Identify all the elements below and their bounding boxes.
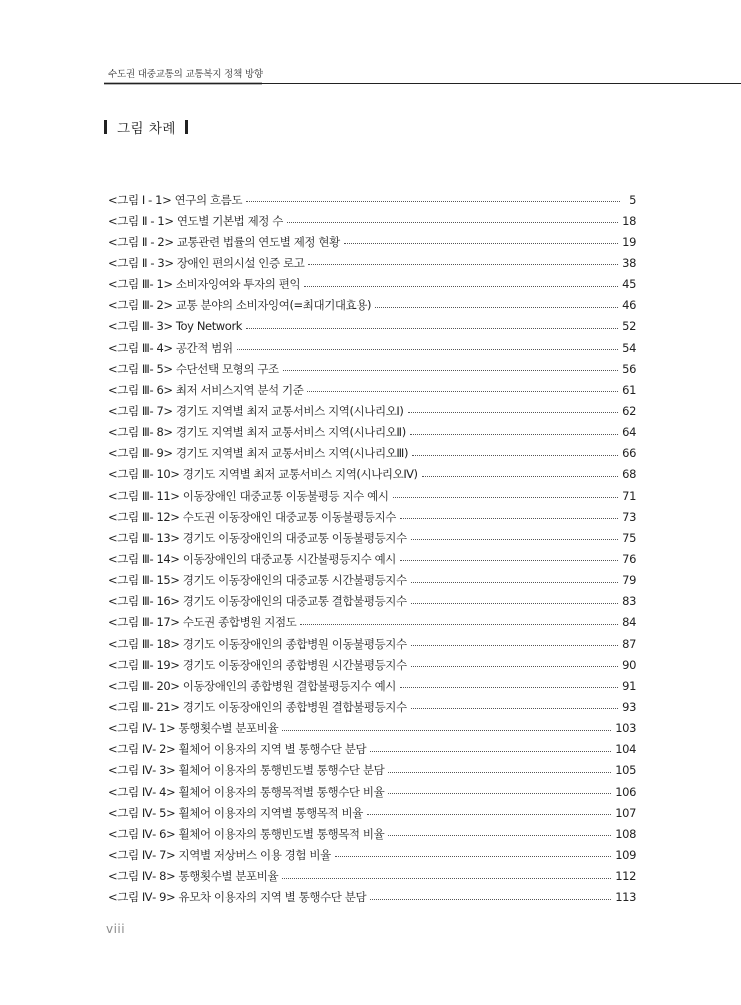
toc-entry[interactable] xyxy=(108,760,636,781)
toc-entry-page-number: 46 xyxy=(622,298,636,313)
toc-entry-page-number: 54 xyxy=(622,340,636,355)
toc-entry[interactable] xyxy=(108,802,636,823)
toc-dot-leader xyxy=(246,201,620,202)
toc-entry-page-number: 91 xyxy=(622,678,636,693)
toc-entry[interactable] xyxy=(108,443,636,464)
toc-entry-label: <그림 Ⅲ- 12> 수도권 이동장애인 대중교통 이동불평등지수 xyxy=(108,509,397,524)
toc-dot-leader xyxy=(237,349,619,350)
toc-dot-leader xyxy=(375,307,618,308)
toc-entry-page-number: 109 xyxy=(615,847,636,862)
section-title-text: 그림 차례 xyxy=(117,121,176,137)
toc-entry-page-number: 79 xyxy=(622,573,636,588)
toc-entry[interactable] xyxy=(108,887,636,908)
toc-entry-page-number: 19 xyxy=(622,234,636,249)
toc-dot-leader xyxy=(410,434,618,435)
toc-entry[interactable] xyxy=(108,570,636,591)
toc-entry-page-number: 103 xyxy=(615,721,636,736)
toc-dot-leader xyxy=(367,814,611,815)
toc-entry-label: <그림 Ⅳ- 8> 통행횟수별 분포비율 xyxy=(108,869,279,884)
toc-entry[interactable] xyxy=(108,844,636,865)
toc-entry-page-number: 52 xyxy=(622,319,636,334)
toc-entry-label: <그림 Ⅲ- 14> 이동장애인의 대중교통 시간불평등지수 예시 xyxy=(108,551,397,566)
toc-entry-label: <그림 Ⅲ- 19> 경기도 이동장애인의 종합병원 시간불평등지수 xyxy=(108,657,407,672)
toc-entry-label: <그림 Ⅲ- 9> 경기도 지역별 최저 교통서비스 지역(시나리오Ⅲ) xyxy=(108,446,409,461)
toc-dot-leader xyxy=(300,624,618,625)
toc-entry-label: <그림 Ⅲ- 13> 경기도 이동장애인의 대중교통 이동불평등지수 xyxy=(108,530,407,545)
toc-dot-leader xyxy=(412,455,618,456)
toc-entry-label: <그림 Ⅲ- 3> Toy Network xyxy=(108,319,243,334)
toc-entry-page-number: 64 xyxy=(622,425,636,440)
toc-entry[interactable] xyxy=(108,675,636,696)
toc-entry[interactable] xyxy=(108,231,636,252)
section-title xyxy=(104,118,188,136)
toc-entry-page-number: 75 xyxy=(622,530,636,545)
toc-entry-label: <그림 Ⅲ- 1> 소비자잉여와 투자의 편익 xyxy=(108,277,301,292)
toc-dot-leader xyxy=(282,730,611,731)
toc-entry-page-number: 84 xyxy=(622,615,636,630)
toc-entry-page-number: 38 xyxy=(622,255,636,270)
toc-dot-leader xyxy=(307,391,618,392)
toc-entry-page-number: 45 xyxy=(622,277,636,292)
toc-entry-label: <그림 Ⅳ- 7> 지역별 저상버스 이용 경험 비율 xyxy=(108,847,331,862)
toc-entry-label: <그림 Ⅳ- 5> 휠체어 이용자의 지역별 통행목적 비율 xyxy=(108,805,363,820)
title-bar-right xyxy=(185,120,188,134)
toc-dot-leader xyxy=(370,899,611,900)
toc-entry-page-number: 18 xyxy=(622,213,636,228)
toc-entry[interactable] xyxy=(108,866,636,887)
toc-entry[interactable] xyxy=(108,781,636,802)
toc-entry-label: <그림 Ⅲ- 2> 교통 분야의 소비자잉여(=최대기대효용) xyxy=(108,298,372,313)
toc-entry[interactable] xyxy=(108,485,636,506)
toc-entry-label: <그림 Ⅱ - 1> 연도별 기본법 제정 수 xyxy=(108,213,283,228)
toc-entry-label: <그림 Ⅰ - 1> 연구의 흐름도 xyxy=(108,192,243,207)
toc-dot-leader xyxy=(411,582,618,583)
toc-entry-label: <그림 Ⅳ- 1> 통행횟수별 분포비율 xyxy=(108,721,279,736)
toc-entry[interactable] xyxy=(108,464,636,485)
toc-entry[interactable] xyxy=(108,189,636,210)
toc-entry-label: <그림 Ⅲ- 5> 수단선택 모형의 구조 xyxy=(108,361,279,376)
toc-entry-page-number: 73 xyxy=(622,509,636,524)
toc-dot-leader xyxy=(388,793,611,794)
toc-entry[interactable] xyxy=(108,295,636,316)
toc-entry-label: <그림 Ⅱ - 3> 장애인 편의시설 인증 로고 xyxy=(108,255,305,270)
toc-dot-leader xyxy=(411,539,618,540)
toc-entry-label: <그림 Ⅳ- 2> 휠체어 이용자의 지역 별 통행수단 분담 xyxy=(108,742,367,757)
toc-entry[interactable] xyxy=(108,358,636,379)
toc-dot-leader xyxy=(422,476,619,477)
toc-entry[interactable] xyxy=(108,274,636,295)
toc-entry[interactable] xyxy=(108,591,636,612)
toc-entry-label: <그림 Ⅲ- 10> 경기도 지역별 최저 교통서비스 지역(시나리오Ⅳ) xyxy=(108,467,418,482)
toc-entry-label: <그림 Ⅳ- 6> 휠체어 이용자의 통행빈도별 통행목적 비율 xyxy=(108,826,385,841)
title-bar-left xyxy=(104,120,107,134)
toc-dot-leader xyxy=(282,878,611,879)
toc-entry[interactable] xyxy=(108,400,636,421)
toc-entry-label: <그림 Ⅱ - 2> 교통관련 법률의 연도별 제정 현황 xyxy=(108,234,340,249)
toc-entry-label: <그림 Ⅲ- 6> 최저 서비스지역 분석 기준 xyxy=(108,382,304,397)
page-folio: viii xyxy=(106,922,126,936)
toc-dot-leader xyxy=(400,687,618,688)
toc-entry-page-number: 108 xyxy=(615,826,636,841)
toc-entry[interactable] xyxy=(108,252,636,273)
toc-entry[interactable] xyxy=(108,210,636,231)
toc-entry[interactable] xyxy=(108,548,636,569)
toc-entry-label: <그림 Ⅳ- 4> 휠체어 이용자의 통행목적별 통행수단 비율 xyxy=(108,784,385,799)
toc-entry-label: <그림 Ⅲ- 20> 이동장애인의 종합병원 결합불평등지수 예시 xyxy=(108,678,397,693)
toc-entry-page-number: 68 xyxy=(622,467,636,482)
toc-dot-leader xyxy=(370,751,611,752)
toc-entry[interactable] xyxy=(108,654,636,675)
toc-dot-leader xyxy=(246,328,618,329)
toc-entry-page-number: 112 xyxy=(615,869,636,884)
toc-entry-page-number: 62 xyxy=(622,403,636,418)
toc-entry[interactable] xyxy=(108,316,636,337)
toc-entry[interactable] xyxy=(108,422,636,443)
toc-entry-page-number: 113 xyxy=(615,890,636,905)
toc-entry-label: <그림 Ⅲ- 8> 경기도 지역별 최저 교통서비스 지역(시나리오Ⅱ) xyxy=(108,425,406,440)
toc-dot-leader xyxy=(388,835,611,836)
toc-entry-page-number: 83 xyxy=(622,594,636,609)
toc-dot-leader xyxy=(411,666,618,667)
toc-entry-page-number: 76 xyxy=(622,551,636,566)
toc-dot-leader xyxy=(400,518,618,519)
toc-dot-leader xyxy=(411,603,618,604)
toc-entry-page-number: 61 xyxy=(622,382,636,397)
toc-dot-leader xyxy=(388,772,611,773)
toc-entry[interactable] xyxy=(108,696,636,717)
toc-dot-leader xyxy=(335,856,611,857)
toc-entry-label: <그림 Ⅲ- 17> 수도권 종합병원 지점도 xyxy=(108,615,297,630)
toc-entry-page-number: 66 xyxy=(622,446,636,461)
toc-entry-page-number: 90 xyxy=(622,657,636,672)
toc-entry[interactable] xyxy=(108,633,636,654)
toc-entry-page-number: 107 xyxy=(615,805,636,820)
toc-entry-page-number: 87 xyxy=(622,636,636,651)
toc-dot-leader xyxy=(400,560,618,561)
toc-entry-label: <그림 Ⅳ- 3> 휠체어 이용자의 통행빈도별 통행수단 분담 xyxy=(108,763,385,778)
toc-dot-leader xyxy=(304,286,618,287)
toc-entry[interactable] xyxy=(108,739,636,760)
toc-dot-leader xyxy=(287,222,618,223)
toc-entry[interactable] xyxy=(108,612,636,633)
toc-entry-page-number: 105 xyxy=(615,763,636,778)
toc-entry-label: <그림 Ⅲ- 4> 공간적 범위 xyxy=(108,340,233,355)
header-rule xyxy=(104,83,741,84)
toc-entry[interactable] xyxy=(108,527,636,548)
figure-toc-list xyxy=(108,189,636,908)
toc-entry-label: <그림 Ⅲ- 15> 경기도 이동장애인의 대중교통 시간불평등지수 xyxy=(108,573,407,588)
toc-dot-leader xyxy=(344,243,618,244)
toc-entry-label: <그림 Ⅲ- 16> 경기도 이동장애인의 대중교통 결합불평등지수 xyxy=(108,594,407,609)
toc-entry[interactable] xyxy=(108,506,636,527)
toc-entry-page-number: 93 xyxy=(622,699,636,714)
toc-dot-leader xyxy=(308,264,618,265)
toc-entry-page-number: 71 xyxy=(622,488,636,503)
toc-entry[interactable] xyxy=(108,823,636,844)
toc-entry-label: <그림 Ⅲ- 7> 경기도 지역별 최저 교통서비스 지역(시나리오Ⅰ) xyxy=(108,403,404,418)
toc-entry[interactable] xyxy=(108,379,636,400)
toc-entry-page-number: 5 xyxy=(629,192,636,207)
toc-dot-leader xyxy=(411,645,618,646)
toc-entry-page-number: 106 xyxy=(615,784,636,799)
toc-entry-page-number: 104 xyxy=(615,742,636,757)
toc-dot-leader xyxy=(393,497,619,498)
toc-entry-page-number: 56 xyxy=(622,361,636,376)
running-header: 수도권 대중교통의 교통복지 정책 방향 xyxy=(108,69,263,80)
toc-dot-leader xyxy=(283,370,618,371)
toc-dot-leader xyxy=(411,708,618,709)
toc-entry-label: <그림 Ⅲ- 21> 경기도 이동장애인의 종합병원 결합불평등지수 xyxy=(108,699,407,714)
toc-entry[interactable] xyxy=(108,718,636,739)
toc-entry-label: <그림 Ⅲ- 18> 경기도 이동장애인의 종합병원 이동불평등지수 xyxy=(108,636,407,651)
toc-entry-label: <그림 Ⅳ- 9> 유모차 이용자의 지역 별 통행수단 분담 xyxy=(108,890,367,905)
toc-dot-leader xyxy=(408,412,619,413)
toc-entry-label: <그림 Ⅲ- 11> 이동장애인 대중교통 이동불평등 지수 예시 xyxy=(108,488,389,503)
toc-entry[interactable] xyxy=(108,337,636,358)
